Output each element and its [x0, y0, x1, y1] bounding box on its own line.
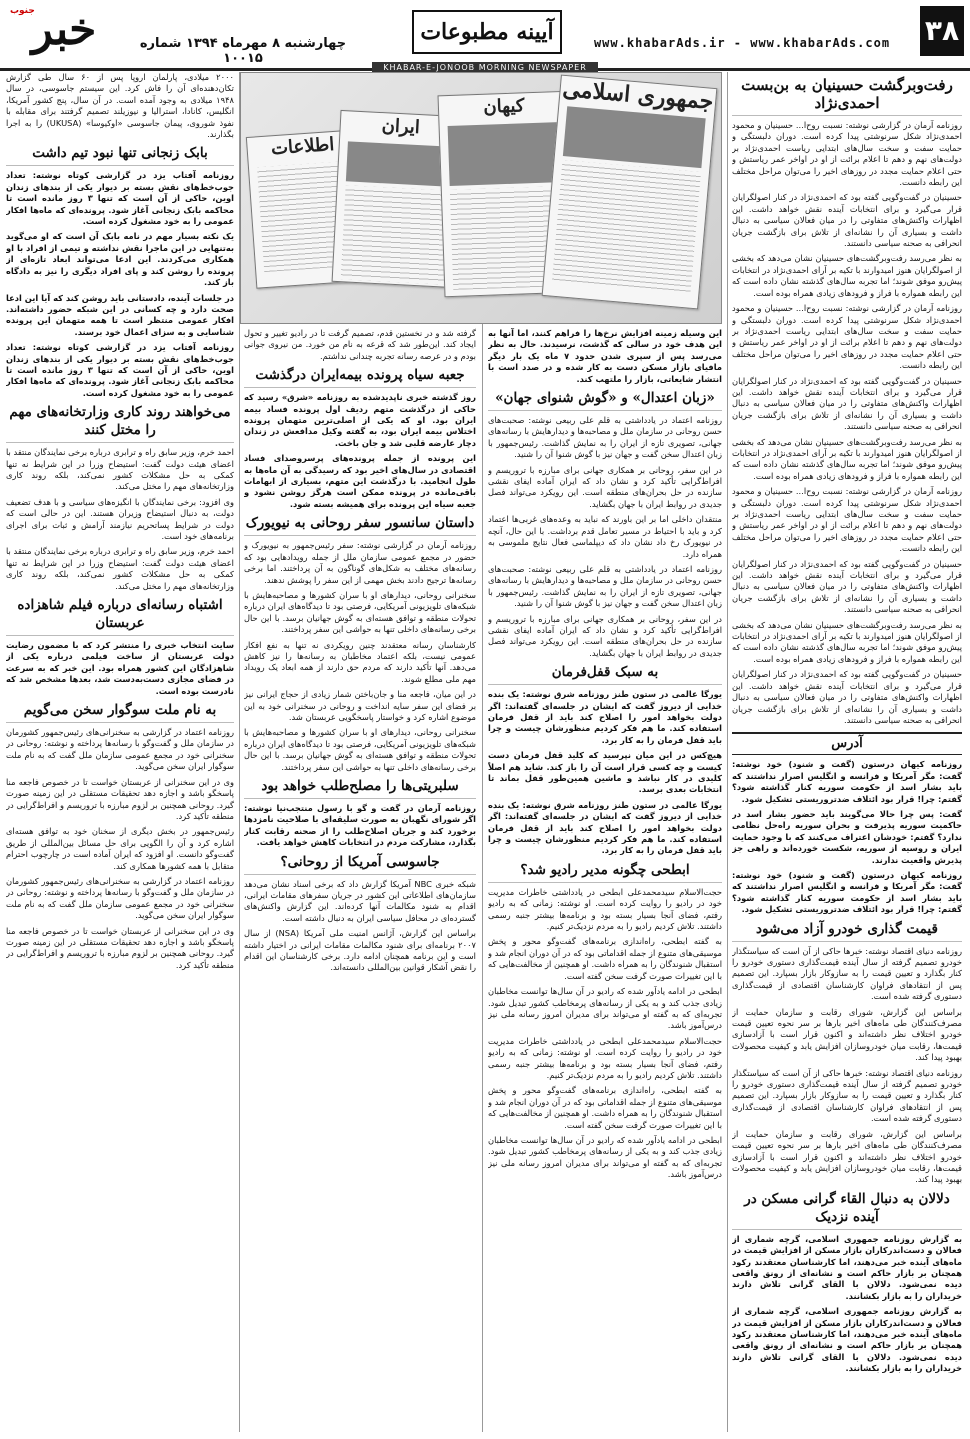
website-url[interactable]: www.khabarAds.ir - www.khabarAds.com	[593, 36, 891, 50]
article-body: براساس این گزارش، آژانس امنیت ملی آمریکا (NSA) از سال ۲۰۰۷ برنامه‌ای برای شنود مکالمات مقامات ایرانی در اختیار داشته است و این برنامه همچنان ادامه دارد. برخی کارشناسان این اقدام را نقض آشکار قوانین بین‌المللی دانسته‌اند.	[244, 928, 476, 973]
article-body: سخنرانی روحانی، دیدارهای او با سران کشورها و مصاحبه‌هایش با شبکه‌های تلویزیونی آمریکایی، فرصتی بود تا دیدگاه‌های ایران درباره تحولات منطقه و توافق هسته‌ای به گوش جهانیان برسد. با این حال برخی رسانه‌های داخلی تنها به حواشی این سفر پرداختند.	[244, 589, 476, 635]
column-mid-right	[488, 328, 722, 1434]
column-divider	[727, 72, 728, 1432]
article-body: روزنامه اعتماد در یادداشتی به قلم علی ربیعی نوشته: صحبت‌های حسن روحانی در سازمان ملل و مصاحبه‌ها و دیدارهایش با رسانه‌های جهانی، تصویری تازه از ایران را به نمایش گذاشت. رئیس‌جمهور با زبان اعتدال سخن گفت و جهان نیز با گوش شنوا آن را شنید.	[488, 415, 722, 460]
article-headline: بابک زنجانی تنها نبود تیم داشت	[6, 144, 234, 166]
article-body: به گفته ابطحی، راه‌اندازی برنامه‌های گفت‌وگو محور و پخش موسیقی‌های متنوع از جمله اقداماتی بود که در آن دوران انجام شد و استقبال شنوندگان را به همراه داشت. او همچنین از مخالفت‌هایی که با این تغییرات صورت گرفت سخن گفته است.	[488, 936, 722, 981]
article-body: احمد خرم، وزیر سابق راه و ترابری درباره برخی نمایندگان منتقد با اعضای هیئت دولت گفت: استیضاح وزرا در این شرایط نه تنها کمکی به حل مشکلات کشور نمی‌کند، بلکه روند کاری وزارتخانه‌های مهم را مختل می‌کند.	[6, 447, 234, 492]
newspaper-thumbnail	[542, 75, 718, 310]
article-body: روزنامه آفتاب یزد در گزارشی کوتاه نوشته: تعداد جوب‌خط‌های نقش بسته بر دیوار یکی از بندهای زندان اوین، حاکی از آن است که تنها ۳ روز مانده است تا محاکمه بابک زنجانی آغاز شود. پرونده‌ای که ماه‌ها افکار عمومی را به خود مشغول کرده است.	[6, 170, 234, 227]
article-headline: ابطحی چگونه مدیر رادیو شد؟	[488, 861, 722, 883]
article-body: روزنامه اعتماد در یادداشتی به قلم علی ربیعی نوشته: صحبت‌های حسن روحانی در سازمان ملل و مصاحبه‌ها و دیدارهایش با رسانه‌های جهانی، تصویری تازه از ایران را به نمایش گذاشت. رئیس‌جمهور با زبان اعتدال سخن گفت و جهان نیز با گوش شنوا آن را شنید.	[488, 563, 722, 609]
article-headline: به سبک قفل‌فرمان	[488, 663, 722, 685]
article-body: در این سفر، روحانی بر همکاری جهانی برای مبارزه با تروریسم و افراط‌گرایی تأکید کرد و نشان داد که ایران آماده ایفای نقشی سازنده در حل بحران‌های منطقه است. این رویکرد می‌تواند فصل جدیدی در روابط ایران با جهان بگشاید.	[488, 613, 722, 658]
article-body: روزنامه آفتاب یزد در گزارشی کوتاه نوشته: تعداد جوب‌خط‌های نقش بسته بر دیوار یکی از بندهای زندان اوین، حاکی از آن است که تنها ۳ روز مانده است تا محاکمه بابک زنجانی آغاز شود. پرونده‌ای که ماه‌ها افکار عمومی را به خود مشغول کرده است.	[6, 342, 234, 398]
article-body: رئیس‌جمهور در بخش دیگری از سخنان خود به توافق هسته‌ای اشاره کرد و آن را الگویی برای حل مسائل بین‌المللی از طریق گفت‌وگو دانست. او افزود که ایران آماده است در چارچوب احترام متقابل با همه کشورها همکاری کند.	[6, 826, 234, 871]
article-body: حجت‌الاسلام سیدمحمدعلی ابطحی در یادداشتی خاطرات مدیریت خود در رادیو را روایت کرده است. او نوشته: زمانی که به رادیو رفتم، فضای آنجا بسیار بسته بود و برنامه‌ها بیشتر جنبه رسمی داشتند. تلاش کردیم رادیو را به مردم نزدیک‌تر کنیم.	[488, 1035, 722, 1080]
logo-subtitle: جنوب	[10, 6, 35, 16]
article-body: سخنرانی روحانی، دیدارهای او با سران کشورها و مصاحبه‌هایش با شبکه‌های تلویزیونی آمریکایی، فرصتی بود تا دیدگاه‌های ایران درباره تحولات منطقه و توافق هسته‌ای به گوش جهانیان برسد. با این حال برخی رسانه‌های داخلی تنها به حواشی این سفر پرداختند.	[244, 727, 476, 772]
article-body: حسینیان در گفت‌وگویی گفته بود که احمدی‌نژاد در کنار اصولگرایان قرار می‌گیرد و برای انتخابات آینده نقش خواهد داشت. این اظهارات واکنش‌های متفاوتی را در میان فعالان سیاسی به دنبال داشت و بسیاری آن را نشانه‌ای از تلاش برای بازگشت جریان انحرافی به صحنه سیاسی دانستند.	[732, 375, 962, 432]
newspaper-logo: خبر	[31, 4, 97, 55]
article-body: هیچ‌کس در این میان نپرسید که کلید قفل فرمان دست کیست و چه کسی قرار است آن را باز کند. شاید هم اصلاً کلیدی در کار نباشد و ماشین همین‌طور قفل بماند تا انتخابات بعدی برسد.	[488, 750, 722, 795]
article-body: روز گذشته خبری ناپدیدشده به روزنامه «شرق» رسید که حاکی از درگذشت متهم ردیف اول پرونده فساد بیمه ایران بود. او که یکی از اصلی‌ترین متهمان پرونده اختلاس بیمه ایران بود، به گفته وکیل مدافعش در زندان دچار عارضه قلبی شد و جان باخت.	[244, 392, 476, 448]
newspaper-name: اطلاعات	[270, 133, 335, 160]
column-left	[6, 72, 234, 1434]
article-body: به گزارش روزنامه جمهوری اسلامی، گرچه شماری از فعالان و دست‌اندرکاران بازار مسکن از افزایش قیمت در ماه‌های آینده خبر می‌دهند، اما کارشناسان معتقدند رکود همچنان بر بازار حاکم است و نشانه‌ای از رونق واقعی دیده نمی‌شود. دلالان با القای گرانی تلاش دارند خریداران را به بازار بکشانند.	[732, 1233, 962, 1301]
masthead-banner: KHABAR-E-JONOOB MORNING NEWSPAPER	[372, 62, 598, 74]
article-body: به نظر می‌رسد رفت‌وبرگشت‌های حسینیان نشان می‌دهد که بخشی از اصولگرایان هنوز امیدوارند با تکیه بر آرای احمدی‌نژاد در انتخابات پیش‌رو موفق شوند؛ اما تجربه سال‌های گذشته نشان داده است که این رابطه همواره با فراز و فرودهای زیادی همراه بوده است.	[732, 619, 962, 664]
article-body: کارشناسان رسانه معتقدند چنین رویکردی نه تنها به نفع افکار عمومی نیست، بلکه اعتماد مخاطبان به رسانه‌ها را نیز کاهش می‌دهد. آنها تأکید دارند که مردم حق دارند از همه ابعاد یک رویداد مهم ملی مطلع شوند.	[244, 639, 476, 684]
article-headline: سلبریتی‌ها را مصلح‌طلب خواهد بود	[244, 777, 476, 799]
newspaper-name: جمهوری اسلامی	[561, 75, 715, 115]
article-body: ۲۰۰۰ میلادی، پارلمان اروپا پس از ۶۰ سال طی گزارش تکان‌دهنده‌ای آن را فاش کرد. این سیستم جاسوسی، در سال ۱۹۴۸ میلادی به وجود آمده است. در آن سال، پنج کشور آمریکا، انگلیس، کانادا، استرالیا و نیوزیلند تصمیم گرفتند برای مقابله با نفوذ شوروی، پیمان جاسوسی «اوکیوسا» (UKUSA) را به اجرا بگذارند.	[6, 72, 234, 140]
article-body: منتقدان داخلی اما بر این باورند که نباید به وعده‌های غربی‌ها اعتماد کرد و باید با احتیاط در مسیر تعامل قدم برداشت. با این حال، آنچه در نیویورک رخ داد نشان داد که دیپلماسی فعال نتایج ملموسی به همراه دارد.	[488, 514, 722, 559]
article-body: گفت: پس چرا حالا می‌گویند باید حضور بشار اسد در حاکمیت سوریه پذیرفت و بحران سوریه راه‌حل نظامی ندارد؟ گفتم: خودشان اعتراف می‌کنند که با وجود حمایت ایران و روسیه از سوریه، شکست خورده‌اند و راهی جز پذیرش واقعیت ندارند.	[732, 808, 962, 865]
article-headline: آدرس	[732, 732, 962, 755]
article-body: ابطحی در ادامه یادآور شده که رادیو در آن سال‌ها توانست مخاطبان زیادی جذب کند و به یکی از رسانه‌های پرمخاطب کشور تبدیل شود. تجربه‌ای که به گفته او می‌تواند برای مدیران امروز رسانه ملی نیز درس‌آموز باشد.	[488, 1134, 722, 1180]
article-body: روزنامه کیهان درستون (گفت و شنود) خود نوشته: گفت: مگر آمریکا و فرانسه و انگلیس اصرار نداشتند که باید بشار اسد از حکومت سوریه کنار گذاشته شود؟ گفتم: چرا! قرار بود ائتلاف ضدتروریستی تشکیل شود.	[732, 869, 962, 915]
newspaper-name: کیهان	[483, 95, 525, 118]
article-body: روزنامه آرمان در گزارشی نوشته: سفر رئیس‌جمهور به نیویورک و حضور در مجمع عمومی سازمان ملل از جمله رویدادهایی بود که رسانه‌های مختلف به شکل‌های گوناگون به آن پرداختند. اما برخی رسانه‌ها ترجیح دادند بخش مهمی از این سفر را پوشش ندهند.	[244, 540, 476, 585]
article-body: روزنامه آرمان در گزارشی نوشته: نسبت روح‌ا... حسینیان و محمود احمدی‌نژاد شکل سرنوشتی پیدا کرده است. دوران دلبستگی و حمایت سفت و سخت سال‌های ابتدایی ریاست احمدی‌نژاد بر دولت‌های نهم و دهم تا اعلام برائت از او در اواخر عمر ریاستش و حتی اعلام حمایت مجدد در روزهای اخیر را می‌توان مراحل مختلف این رابطه دانست.	[732, 486, 962, 554]
article-headline: می‌خواهند روند کاری وزارتخانه‌های مهم را مختل کنند	[6, 403, 234, 443]
article-body: در این میان، فاجعه منا و جان‌باختن شمار زیادی از حجاج ایرانی نیز بر فضای این سفر سایه انداخت و روحانی در سخنرانی خود به این موضوع اشاره کرد و خواستار پاسخگویی عربستان شد.	[244, 689, 476, 722]
article-body: شبکه خبری NBC آمریکا گزارش داد که برخی اسناد نشان می‌دهد سازمان‌های اطلاعاتی این کشور در جریان سفرهای مقامات ایرانی، اقدام به شنود مکالمات آنها کرده‌اند. این گزارش واکنش‌های گسترده‌ای در محافل سیاسی ایران به دنبال داشته است.	[244, 878, 476, 923]
article-body: روزنامه آرمان در گزارشی نوشته: نسبت روح‌ا... حسینیان و محمود احمدی‌نژاد شکل سرنوشتی پیدا کرده است. دوران دلبستگی و حمایت سفت و سخت سال‌های ابتدایی ریاست احمدی‌نژاد بر دولت‌های نهم و دهم تا اعلام برائت از او در اواخر عمر ریاستش و حتی اعلام حمایت مجدد در روزهای اخیر را می‌توان مراحل مختلف این رابطه دانست.	[732, 120, 962, 188]
article-body: در جلسات آینده، دادستانی باید روشن کند که آیا این ادعا صحت دارد و چه کسانی در این شبکه حضور داشته‌اند. افکار عمومی منتظر است تا همه متهمان این پرونده شناسایی و به سزای اعمال خود برسند.	[6, 292, 234, 337]
article-body: براساس این گزارش، شورای رقابت و سازمان حمایت از مصرف‌کنندگان طی ماه‌های اخیر بارها بر سر نحوه تعیین قیمت خودرو اختلاف نظر داشته‌اند و اکنون قرار است با آزادسازی قیمت‌ها، رقابت میان خودروسازان افزایش یابد و کیفیت محصولات بهبود پیدا کند.	[732, 1128, 962, 1185]
article-body: روزنامه آرمان در گفت و گو با رسول منتجب‌نیا نوشته: اگر شورای نگهبان به صورت سلیقه‌ای با صلاحیت نامزدها برخورد کند و جریان اصلاح‌طلب را از صحنه رقابت کنار بگذارد، مشارکت مردم در انتخابات کاهش خواهد یافت.	[244, 803, 476, 848]
article-body: این پرونده از جمله پرونده‌های پرسروصدای فساد اقتصادی در سال‌های اخیر بود که رسیدگی به آن ماه‌ها به طول انجامید. با درگذشت این متهم، بسیاری از ابهامات باقی‌مانده در پرونده ممکن است هرگز روشن نشود و جعبه سیاه این پرونده برای همیشه بسته شود.	[244, 453, 476, 509]
article-body: این وسیله زمینه افزایش نرخ‌ها را فراهم کنند، اما آنها به این هدف خود در سالی که گذشت، نرسیدند. حال به نظر می‌رسد پس از سپری شدن حدود ۷ ماه یک بار دیگر مافیای بازار مسکن دست به کار شده و در صدد است با انتشار شایعاتی، بازار را ملتهب کند.	[488, 328, 722, 384]
article-headline: دلالان به دنبال القاء گرانی مسکن در آینده نزدیک	[732, 1190, 962, 1230]
article-body: روزنامه اعتماد در گزارشی به سخنرانی‌های رئیس‌جمهور کشورمان در سازمان ملل و گفت‌وگو با رسانه‌ها پرداخته و نوشته: روحانی در سخنرانی خود در مجمع عمومی سازمان ملل گفت که به نام ملت سوگوار ایران سخن می‌گوید.	[6, 727, 234, 772]
article-body: حسینیان در گفت‌وگویی گفته بود که احمدی‌نژاد در کنار اصولگرایان قرار می‌گیرد و برای انتخابات آینده نقش خواهد داشت. این اظهارات واکنش‌های متفاوتی را در میان فعالان سیاسی به دنبال داشت و بسیاری آن را نشانه‌ای از تلاش برای بازگشت جریان انحرافی به صحنه سیاسی دانستند.	[732, 558, 962, 615]
article-body: به گفته ابطحی، راه‌اندازی برنامه‌های گفت‌وگو محور و پخش موسیقی‌های متنوع از جمله اقداماتی بود که در آن دوران انجام شد و استقبال شنوندگان را به همراه داشت. او همچنین از مخالفت‌هایی که با این تغییرات صورت گرفت سخن گفته است.	[488, 1085, 722, 1130]
article-body: یورگا عالمی در ستون طنز روزنامه شرق نوشته: یک بنده خدایی از دیروز گفت که ایشان در جلسه‌ای گفته‌اند: اگر دولت بخواهد امور را اصلاح کند باید از قفل فرمان استفاده کند. ما هم فکر کردیم منظورشان چیست و چرا باید قفل فرمان را به کار برد.	[488, 689, 722, 745]
article-body: احمد خرم، وزیر سابق راه و ترابری درباره برخی نمایندگان منتقد با اعضای هیئت دولت گفت: استیضاح وزرا در این شرایط نه تنها کمکی به حل مشکلات کشور نمی‌کند، بلکه روند کاری وزارتخانه‌های مهم را مختل می‌کند.	[6, 546, 234, 591]
article-body: سایت انتخاب خبری را منتشر کرد که با مضمون رضایت دولت عربستان از ساخت فیلمی درباره یکی از شاهزادگان این کشور همراه بود. این خبر که به سرعت در فضای مجازی دست‌به‌دست شد، بعدها مشخص شد که نادرست بوده است.	[6, 640, 234, 696]
article-body: وی افزود: برخی نمایندگان با انگیزه‌های سیاسی و با هدف تضعیف دولت، به دنبال استیضاح وزیران هستند. این در حالی است که دولت در شرایط پساتحریم نیازمند آرامش و ثبات برای اجرای برنامه‌های خود است.	[6, 496, 234, 541]
article-body: به نظر می‌رسد رفت‌وبرگشت‌های حسینیان نشان می‌دهد که بخشی از اصولگرایان هنوز امیدوارند با تکیه بر آرای احمدی‌نژاد در انتخابات پیش‌رو موفق شوند؛ اما تجربه سال‌های گذشته نشان داده است که این رابطه همواره با فراز و فرودهای زیادی همراه بوده است.	[732, 436, 962, 481]
article-body: حسینیان در گفت‌وگویی گفته بود که احمدی‌نژاد در کنار اصولگرایان قرار می‌گیرد و برای انتخابات آینده نقش خواهد داشت. این اظهارات واکنش‌های متفاوتی را در میان فعالان سیاسی به دنبال داشت و بسیاری آن را نشانه‌ای از تلاش برای بازگشت جریان انحرافی به صحنه سیاسی دانستند.	[732, 192, 962, 249]
article-headline: قیمت گذاری خودرو آزاد می‌شود	[732, 920, 962, 942]
section-title: آیینه مطبوعات	[412, 10, 562, 54]
article-body: به گزارش روزنامه جمهوری اسلامی، گرچه شماری از فعالان و دست‌اندرکاران بازار مسکن از افزایش قیمت در ماه‌های آینده خبر می‌دهند، اما کارشناسان معتقدند رکود همچنان بر بازار حاکم است و نشانه‌ای از رونق واقعی دیده نمی‌شود. دلالان با القای گرانی تلاش دارند خریداران را به بازار بکشانند.	[732, 1306, 962, 1374]
article-body: به نظر می‌رسد رفت‌وبرگشت‌های حسینیان نشان می‌دهد که بخشی از اصولگرایان هنوز امیدوارند با تکیه بر آرای احمدی‌نژاد در انتخابات پیش‌رو موفق شوند؛ اما تجربه سال‌های گذشته نشان داده است که این رابطه همواره با فراز و فرودهای زیادی همراه بوده است.	[732, 253, 962, 298]
article-headline: به نام ملت سوگوار سخن می‌گویم	[6, 701, 234, 723]
article-headline: «زبان اعتدال» و «گوش شنوای جهان»	[488, 389, 722, 411]
article-body: یورگا عالمی در ستون طنز روزنامه شرق نوشته: یک بنده خدایی از دیروز گفت که ایشان در جلسه‌ای گفته‌اند: اگر دولت بخواهد امور را اصلاح کند باید از قفل فرمان استفاده کند. ما هم فکر کردیم منظورشان چیست و چرا باید قفل فرمان را به کار برد.	[488, 799, 722, 856]
article-body: روزنامه دنیای اقتصاد نوشته: خبرها حاکی از آن است که سیاستگذار خودرو تصمیم گرفته از سال آینده قیمت‌گذاری دستوری خودرو را کنار بگذارد و تعیین قیمت را به سازوکار بازار بسپارد. این تصمیم پس از انتقادهای فراوان کارشناسان اقتصادی از قیمت‌گذاری دستوری گرفته شده است.	[732, 945, 962, 1002]
article-body: براساس این گزارش، شورای رقابت و سازمان حمایت از مصرف‌کنندگان طی ماه‌های اخیر بارها بر سر نحوه تعیین قیمت خودرو اختلاف نظر داشته‌اند و اکنون قرار است با آزادسازی قیمت‌ها، رقابت میان خودروسازان افزایش یابد و کیفیت محصولات بهبود پیدا کند.	[732, 1006, 962, 1063]
article-body: روزنامه کیهان درستون (گفت و شنود) خود نوشته: گفت: مگر آمریکا و فرانسه و انگلیس اصرار نداشتند که باید بشار اسد از حکومت سوریه کنار گذاشته شود؟ گفتم: چرا! قرار بود ائتلاف ضدتروریستی تشکیل شود.	[732, 759, 962, 804]
article-body: وی در این سخنرانی از عربستان خواست تا در خصوص فاجعه منا پاسخگو باشد و اجازه دهد تحقیقات مستقلی در این زمینه صورت گیرد. روحانی همچنین بر لزوم مبارزه با تروریسم و افراط‌گرایی در منطقه تأکید کرد.	[6, 925, 234, 970]
article-body: یک نکته بسیار مهم در نامه بابک آن است که او می‌گوید به‌تنهایی در این ماجرا نقش نداشته و تیمی از افراد با او همکاری می‌کردند. این ادعا می‌تواند ابعاد تازه‌ای از پرونده را روشن کند و پای افراد دیگری را نیز به دادگاه باز کند.	[6, 231, 234, 288]
issue-date: چهارشنبه ۸ مهرماه ۱۳۹۴ شماره ۱۰۰۱۵	[139, 36, 347, 66]
article-body: گرفته شد و در نخستین قدم، تصمیم گرفت تا در رادیو تغییر و تحول ایجاد کند. این‌طور شد که قرعه به نام من خورد. من نیروی جوانی بودم و در عرصه رسانه تجربه چندانی نداشتم.	[244, 328, 476, 361]
article-headline: جاسوسی آمریکا از روحانی؟	[244, 853, 476, 875]
article-body: حسینیان در گفت‌وگویی گفته بود که احمدی‌نژاد در کنار اصولگرایان قرار می‌گیرد و برای انتخابات آینده نقش خواهد داشت. این اظهارات واکنش‌های متفاوتی را در میان فعالان سیاسی به دنبال داشت و بسیاری آن را نشانه‌ای از تلاش برای بازگشت جریان انحرافی به صحنه سیاسی دانستند.	[732, 669, 962, 725]
column-right	[732, 72, 962, 1434]
page-header	[0, 0, 970, 71]
article-body: در این سفر، روحانی بر همکاری جهانی برای مبارزه با تروریسم و افراط‌گرایی تأکید کرد و نشان داد که ایران آماده ایفای نقشی سازنده در حل بحران‌های منطقه است. این رویکرد می‌تواند فصل جدیدی در روابط ایران با جهان بگشاید.	[488, 464, 722, 509]
article-body: روزنامه دنیای اقتصاد نوشته: خبرها حاکی از آن است که سیاستگذار خودرو تصمیم گرفته از سال آینده قیمت‌گذاری دستوری خودرو را کنار بگذارد و تعیین قیمت را به سازوکار بازار بسپارد. این تصمیم پس از انتقادهای فراوان کارشناسان اقتصادی از قیمت‌گذاری دستوری گرفته شده است.	[732, 1067, 962, 1124]
newspapers-photo	[240, 72, 722, 324]
article-headline: جعبه سیاه پرونده بیمه‌ایران درگذشت	[244, 366, 476, 388]
article-body: وی در این سخنرانی از عربستان خواست تا در خصوص فاجعه منا پاسخگو باشد و اجازه دهد تحقیقات مستقلی در این زمینه صورت گیرد. روحانی همچنین بر لزوم مبارزه با تروریسم و افراط‌گرایی در منطقه تأکید کرد.	[6, 776, 234, 821]
article-headline: اشتباه رسانه‌ای درباره فیلم شاهزاده عربستان	[6, 596, 234, 636]
column-mid-left	[244, 328, 476, 1434]
page-number: ۳۸	[920, 6, 964, 56]
article-body: ابطحی در ادامه یادآور شده که رادیو در آن سال‌ها توانست مخاطبان زیادی جذب کند و به یکی از رسانه‌های پرمخاطب کشور تبدیل شود. تجربه‌ای که به گفته او می‌تواند برای مدیران امروز رسانه ملی نیز درس‌آموز باشد.	[488, 986, 722, 1031]
article-body: روزنامه اعتماد در گزارشی به سخنرانی‌های رئیس‌جمهور کشورمان در سازمان ملل و گفت‌وگو با رسانه‌ها پرداخته و نوشته: روحانی در سخنرانی خود در مجمع عمومی سازمان ملل گفت که به نام ملت سوگوار ایران سخن می‌گوید.	[6, 875, 234, 921]
article-headline: داستان سانسور سفر روحانی به نیویورک	[244, 514, 476, 536]
newspaper-name: ایران	[381, 115, 421, 139]
article-body: روزنامه آرمان در گزارشی نوشته: نسبت روح‌ا... حسینیان و محمود احمدی‌نژاد شکل سرنوشتی پیدا کرده است. دوران دلبستگی و حمایت سفت و سخت سال‌های ابتدایی ریاست احمدی‌نژاد بر دولت‌های نهم و دهم تا اعلام برائت از او در اواخر عمر ریاستش و حتی اعلام حمایت مجدد در روزهای اخیر را می‌توان مراحل مختلف این رابطه دانست.	[732, 303, 962, 371]
article-body: حجت‌الاسلام سیدمحمدعلی ابطحی در یادداشتی خاطرات مدیریت خود در رادیو را روایت کرده است. او نوشته: زمانی که به رادیو رفتم، فضای آنجا بسیار بسته بود و برنامه‌ها بیشتر جنبه رسمی داشتند. تلاش کردیم رادیو را به مردم نزدیک‌تر کنیم.	[488, 886, 722, 932]
article-headline: رفت‌وبرگشت حسینیان به بن‌بست احمدی‌نژاد	[732, 76, 962, 116]
